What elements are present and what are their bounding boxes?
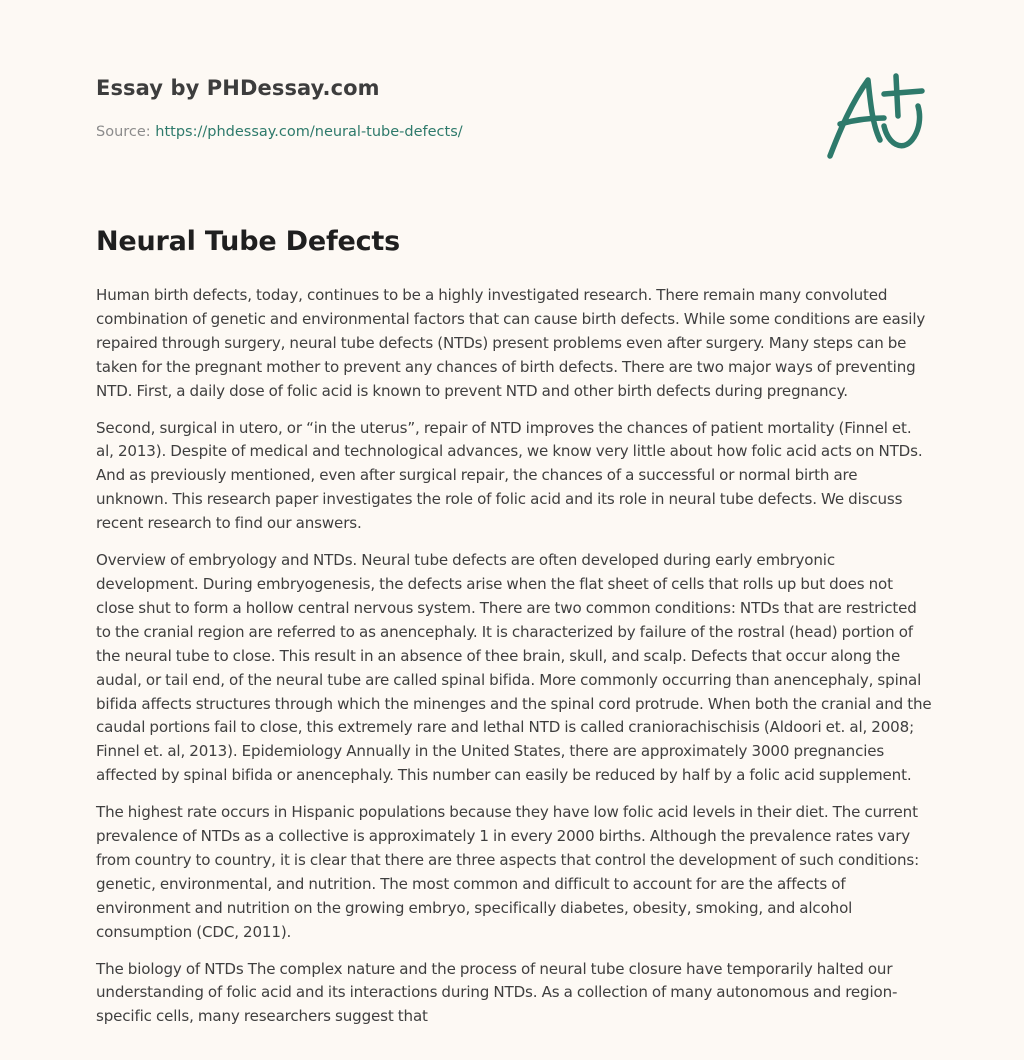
a-plus-logo-icon [822,68,928,164]
essay-title: Neural Tube Defects [96,226,400,257]
source-line [96,124,696,140]
essay-paragraph: Second, surgical in utero, or “in the uterus”, repair of NTD improves the chances of patient mortality (Finnel et. al, 2013). Despite of medical and technological advances, we know very little about how folic acid acts on NTDs. And as previously mentioned, even after surgical repair, the chances of a successful or normal birth are unknown. This research paper investigates the role of folic acid and its role in neural tube defects. We discuss recent research to find our answers. [96,418,923,533]
source-link[interactable]: https://phdessay.com/neural-tube-defects/ [155,124,463,140]
essay-paragraph: Overview of embryology and NTDs. Neural tube defects are often developed during early embryonic development. During embryogenesis, the defects arise when the flat sheet of cells that rolls up but does not close shut to form a hollow central nervous system. There are two common conditions: NTDs that are restricted to the cranial region are referred to as anencephaly. It is characterized by failure of the rostral (head) portion of the neural tube to close. This result in an absence of thee brain, skull, and scalp. Defects that occur along the audal, or tail end, of the neural tube are called spinal bifida. More commonly occurring than anencephaly, spinal bifida affects structures through which the minenges and the spinal cord protrude. When both the cranial and the caudal portions fail to close, this extremely rare and lethal NTD is called craniorachischisis (Aldoori et. al, 2008; Finnel et. al, 2013). Epidemiology Annually in the United States, there are approximately 3000 pregnancies affected by spinal bifida or anencephaly. This number can easily be reduced by half by a folic acid supplement. [96,551,932,785]
essay-paragraph: The highest rate occurs in Hispanic populations because they have low folic acid levels in their diet. The current prevalence of NTDs as a collective is approximately 1 in every 2000 births. Although the prevalence rates vary from country to country, it is clear that there are three aspects that control the development of such conditions: genetic, environmental, and nutrition. The most common and difficult to account for are the affects of environment and nutrition on the growing embryo, specifically diabetes, obesity, smoking, and alcohol consumption (CDC, 2011). [96,803,920,941]
site-brand: Essay by PHDessay.com [96,76,380,100]
essay-paragraph: The biology of NTDs The complex nature and the process of neural tube closure have temporarily halted our understanding of folic acid and its interactions during NTDs. As a collection of many autonomous and region-specific cells, many researchers suggest that [96,959,898,1026]
source-label: Source: [96,124,151,140]
essay-body [96,284,932,1042]
essay-paragraph: Human birth defects, today, continues to be a highly investigated research. There remain many convoluted combination of genetic and environmental factors that can cause birth defects. While some conditions are easily repaired through surgery, neural tube defects (NTDs) present problems even after surgery. Many steps can be taken for the pregnant mother to prevent any chances of birth defects. There are two major ways of preventing NTD. First, a daily dose of folic acid is known to prevent NTD and other birth defects during pregnancy. [96,286,926,400]
page-header [96,76,696,140]
